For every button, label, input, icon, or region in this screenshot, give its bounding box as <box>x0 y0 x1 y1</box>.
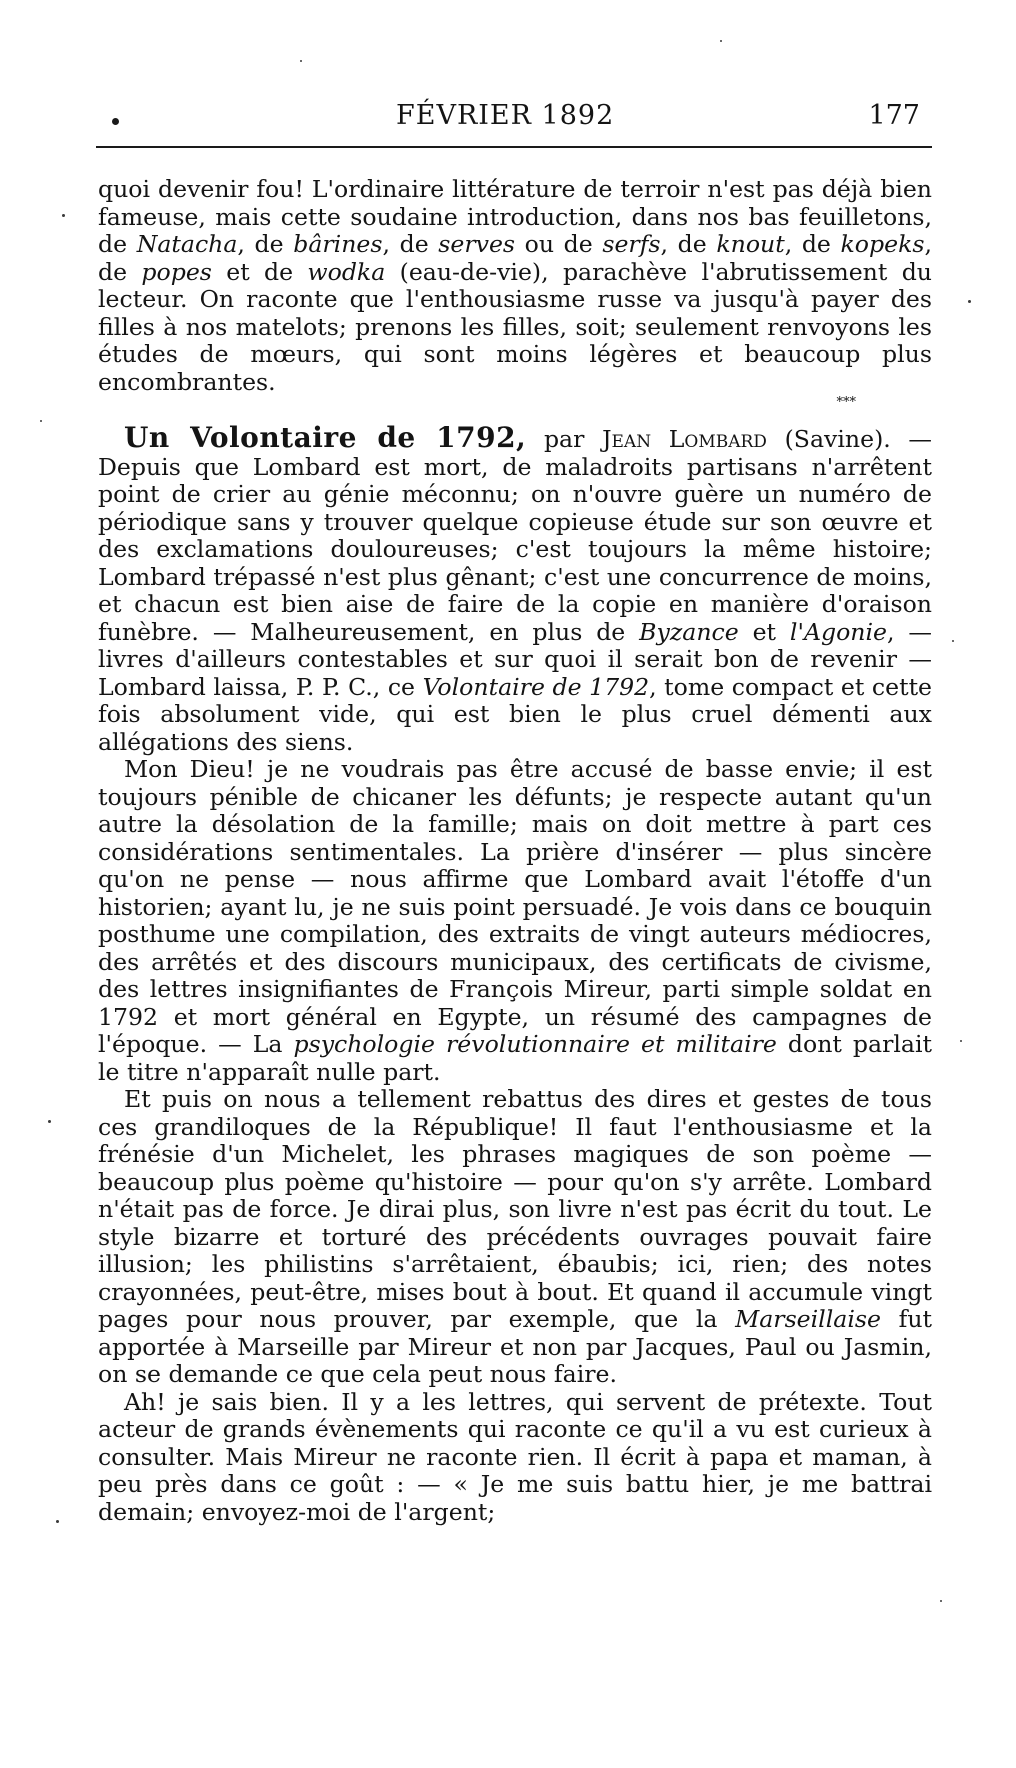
scan-speck <box>62 214 65 217</box>
page-number: 177 <box>868 100 920 131</box>
scan-speck <box>48 1120 51 1123</box>
section-separator: *** <box>836 395 856 410</box>
page-header <box>96 100 932 148</box>
review-publisher: (Savine). — <box>766 425 933 453</box>
scan-speck <box>40 420 42 422</box>
article-body <box>98 176 932 1526</box>
scan-speck <box>960 1040 962 1042</box>
scan-speck <box>940 1600 942 1602</box>
scan-speck <box>968 300 971 303</box>
scan-speck <box>952 640 954 642</box>
review-paragraph-2: Mon Dieu! je ne voudrais pas être accusé de basse envie; il est toujours pénible de chicaner les défunts; je respecte autant qu'un autre la désolation de la famille; mais on doit mettre à part ces considérations sentimentales. La prière d'insérer — plus sincère qu'on ne pense — nous affirme que Lombard avait l'étoffe d'un historien; ayant lu, je ne suis point persuadé. Je vois dans ce bouquin posthume une compilation, des extraits de vingt auteurs médiocres, des arrêtés et des discours municipaux, des certificats de civisme, des lettres insignifiantes de François Mireur, parti simple soldat en 1792 et mort général en Egypte, un résumé des campagnes de l'époque. — La psychologie révolutionnaire et militaire dont parlait le titre n'apparaît nulle part. <box>98 755 933 1086</box>
review-paragraph-4: Ah! je sais bien. Il y a les lettres, qui servent de prétexte. Tout acteur de grands évènements qui raconte ce qu'il a vu est curieux à consulter. Mais Mireur ne raconte rien. Il écrit à papa et maman, à peu près dans ce goût : — « Je me suis battu hier, je me battrai demain; envoyez-moi de l'argent; <box>98 1387 932 1526</box>
review-author: Jean Lombard <box>602 425 767 453</box>
intro-paragraph: quoi devenir fou! L'ordinaire littérature de terroir n'est pas déjà bien fameuse, mais cette soudaine introduction, dans nos bas feuilletons, de Natacha, de bârines, de serves ou de serfs, de knout, de kopeks, de popes et de wodka (eau-de-vie), parachève l'abrutissement du lecteur. On raconte que l'enthousiasme russe va jusqu'à payer des filles à nos matelots; prenons les filles, soit; seulement renvoyons les études de mœurs, qui sont moins légères et beaucoup plus encombrantes. <box>98 175 932 396</box>
scan-speck <box>720 40 722 42</box>
running-title: FÉVRIER 1892 <box>396 100 615 131</box>
review-title: Un Volontaire de 1792, <box>124 421 527 454</box>
scan-speck <box>300 60 302 62</box>
scan-speck <box>56 1520 59 1523</box>
bullet-mark <box>112 118 119 125</box>
review-paragraph-1: Un Volontaire de 1792, par Jean Lombard (Savine). — Depuis que Lombard est mort, de maladroits partisans n'arrêtent point de crier au génie méconnu; on n'ouvre guère un numéro de périodique sans y trouver quelque copieuse étude sur son œuvre et des exclamations douloureuses; c'est toujours la même histoire; Lombard trépassé n'est plus gênant; c'est une concurrence de moins, et chacun est bien aise de faire de la copie en manière d'oraison funèbre. — Malheureusement, en plus de Byzance et l'Agonie, — livres d'ailleurs contestables et sur quoi il serait bon de revenir — Lombard laissa, P. P. C., ce Volontaire de 1792, tome compact et cette fois absolument vide, qui est bien le plus cruel démenti aux allégations des siens. <box>98 421 933 756</box>
review-paragraph-3: Et puis on nous a tellement rebattus des dires et gestes de tous ces grandiloques de la République! Il faut l'enthousiasme et la frénésie d'un Michelet, les phrases magiques de son poème — beaucoup plus poème qu'histoire — pour qu'on s'y arrête. Lombard n'était pas de force. Je dirai plus, son livre n'est pas écrit du tout. Le style bizarre et torturé des précédents ouvrages pouvait faire illusion; les philistins s'arrêtaient, ébaubis; ici, rien; des notes crayonnées, peut-être, mises bout à bout. Et quand il accumule vingt pages pour nous prouver, par exemple, que la Marseillaise fut apportée à Marseille par Mireur et non par Jacques, Paul ou Jasmin, on se demande ce que cela peut nous faire. <box>98 1085 932 1388</box>
